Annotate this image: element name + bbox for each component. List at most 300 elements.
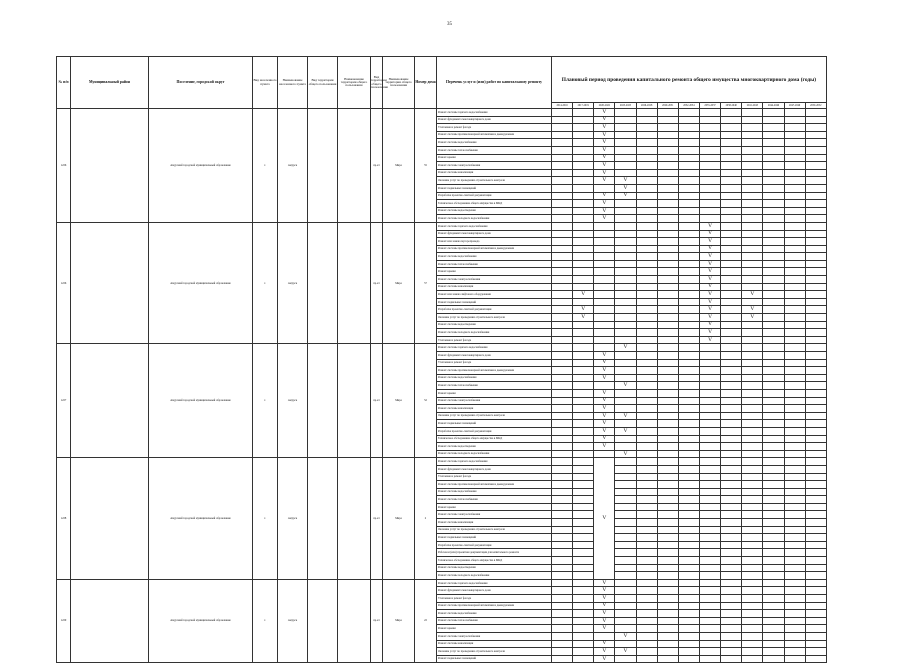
schedule-cell [784, 314, 805, 322]
territory-name-cell [338, 344, 371, 458]
schedule-cell [742, 481, 763, 489]
schedule-cell [657, 192, 678, 200]
schedule-cell [699, 526, 720, 534]
schedule-cell [615, 162, 636, 170]
schedule-cell [636, 336, 657, 344]
schedule-cell [742, 321, 763, 329]
schedule-cell [721, 511, 742, 519]
schedule-mark: V [615, 344, 636, 352]
schedule-cell [678, 367, 699, 375]
schedule-cell [763, 602, 784, 610]
schedule-cell [805, 549, 826, 557]
schedule-cell [784, 412, 805, 420]
schedule-cell [573, 177, 594, 185]
schedule-cell [784, 230, 805, 238]
work-item: Утепление и ремонт фасада [437, 124, 552, 132]
schedule-mark: V [594, 109, 615, 117]
schedule-cell [699, 435, 720, 443]
work-item: Ремонт системы противопожарной автоматики и дымоудаления [437, 245, 552, 253]
schedule-cell [721, 625, 742, 633]
schedule-cell [763, 564, 784, 572]
schedule-cell [552, 116, 573, 124]
schedule-cell [594, 632, 615, 640]
schedule-cell [678, 314, 699, 322]
schedule-cell [657, 109, 678, 117]
schedule-cell [699, 640, 720, 648]
schedule-cell [805, 245, 826, 253]
schedule-cell [636, 162, 657, 170]
schedule-cell [721, 534, 742, 542]
schedule-cell [784, 321, 805, 329]
schedule-cell [573, 481, 594, 489]
schedule-cell [573, 374, 594, 382]
schedule-cell [636, 253, 657, 261]
schedule-cell [763, 276, 784, 284]
settlement-cell: Амурский городской муниципальный образование [149, 579, 253, 663]
schedule-cell [805, 557, 826, 565]
schedule-cell [721, 412, 742, 420]
locality-name-cell: Амурск [278, 458, 308, 580]
schedule-cell [742, 519, 763, 527]
schedule-cell [805, 238, 826, 246]
schedule-cell [721, 465, 742, 473]
schedule-cell [615, 435, 636, 443]
work-item: Ремонт системы теплоснабжения [437, 382, 552, 390]
schedule-cell [657, 389, 678, 397]
schedule-cell [721, 200, 742, 208]
year-header: 2035-2037 [699, 103, 720, 109]
schedule-cell [615, 481, 636, 489]
schedule-cell [742, 116, 763, 124]
schedule-cell [657, 458, 678, 466]
schedule-cell [721, 602, 742, 610]
schedule-cell [573, 625, 594, 633]
work-item: Ремонт крыши [437, 503, 552, 511]
schedule-cell [573, 640, 594, 648]
schedule-mark: V [594, 192, 615, 200]
schedule-cell [678, 222, 699, 230]
schedule-cell [552, 465, 573, 473]
schedule-cell [784, 184, 805, 192]
work-item: Оказание услуг по проведению строительного контроля [437, 526, 552, 534]
schedule-cell [657, 329, 678, 337]
schedule-cell [678, 146, 699, 154]
schedule-cell [805, 374, 826, 382]
schedule-cell [678, 329, 699, 337]
schedule-cell [784, 587, 805, 595]
schedule-cell [699, 382, 720, 390]
schedule-mark: V [594, 146, 615, 154]
schedule-cell [805, 154, 826, 162]
header-num: № п/п [57, 57, 71, 109]
schedule-cell [552, 154, 573, 162]
schedule-cell [805, 420, 826, 428]
schedule-mark: V [594, 602, 615, 610]
schedule-cell [742, 526, 763, 534]
schedule-cell [763, 443, 784, 451]
locality-name-cell: Амурск [278, 109, 308, 223]
schedule-cell [657, 587, 678, 595]
year-header: 2023-2025 [615, 103, 636, 109]
schedule-cell [615, 465, 636, 473]
schedule-cell [742, 427, 763, 435]
schedule-cell [805, 443, 826, 451]
schedule-cell [784, 146, 805, 154]
schedule-cell [636, 200, 657, 208]
schedule-cell [552, 640, 573, 648]
schedule-cell [699, 344, 720, 352]
schedule-cell [552, 397, 573, 405]
schedule-cell [657, 405, 678, 413]
schedule-cell [657, 481, 678, 489]
schedule-cell [763, 488, 784, 496]
schedule-cell [636, 352, 657, 360]
schedule-cell [763, 632, 784, 640]
schedule-cell [678, 162, 699, 170]
header-period: Плановый период проведения капитального ремонта общего имущества многоквартирного дома (годы) [552, 57, 827, 103]
schedule-cell [678, 374, 699, 382]
schedule-cell [573, 253, 594, 261]
schedule-cell [784, 291, 805, 299]
schedule-cell [573, 511, 594, 519]
schedule-cell [573, 458, 594, 466]
schedule-cell [657, 146, 678, 154]
schedule-cell [784, 557, 805, 565]
work-item: Ремонт системы водоснабжения [437, 374, 552, 382]
work-item: Ремонт фундамента многоквартирного дома [437, 465, 552, 473]
schedule-cell [805, 367, 826, 375]
year-header: 2017-2019 [573, 103, 594, 109]
schedule-cell [784, 374, 805, 382]
schedule-cell [615, 276, 636, 284]
schedule-cell [805, 260, 826, 268]
street-name-cell: Мира [383, 222, 415, 344]
schedule-cell [721, 610, 742, 618]
schedule-cell [615, 488, 636, 496]
schedule-cell [678, 640, 699, 648]
schedule-cell [805, 511, 826, 519]
schedule-cell [721, 617, 742, 625]
schedule-cell [552, 610, 573, 618]
schedule-cell [573, 557, 594, 565]
schedule-cell [552, 443, 573, 451]
schedule-cell [594, 184, 615, 192]
schedule-cell [573, 610, 594, 618]
schedule-cell [742, 222, 763, 230]
work-item: Рабочая и (или) проектная документация для капитального ремонта [437, 549, 552, 557]
schedule-mark: V [594, 154, 615, 162]
schedule-cell [784, 549, 805, 557]
schedule-cell [573, 131, 594, 139]
street-type-cell: пр-кт [371, 109, 383, 223]
schedule-cell [552, 595, 573, 603]
schedule-cell [721, 359, 742, 367]
schedule-cell [805, 352, 826, 360]
work-item: Ремонт фундамента многоквартирного дома [437, 352, 552, 360]
schedule-cell [784, 192, 805, 200]
schedule-mark: V [594, 412, 615, 420]
schedule-cell [805, 541, 826, 549]
schedule-cell [784, 625, 805, 633]
schedule-cell [552, 336, 573, 344]
schedule-cell [636, 450, 657, 458]
schedule-cell [552, 564, 573, 572]
schedule-cell [657, 184, 678, 192]
schedule-cell [742, 131, 763, 139]
territory-type-cell [308, 344, 338, 458]
work-item: Техническое обследование общего имущества в МКД [437, 557, 552, 565]
schedule-cell [657, 336, 678, 344]
schedule-cell [552, 109, 573, 117]
schedule-cell [805, 389, 826, 397]
schedule-cell [784, 564, 805, 572]
schedule-cell [573, 541, 594, 549]
schedule-cell [573, 329, 594, 337]
schedule-cell [573, 146, 594, 154]
schedule-cell [699, 511, 720, 519]
work-item: Ремонт системы водоснабжения [437, 488, 552, 496]
schedule-cell [552, 526, 573, 534]
schedule-cell [657, 177, 678, 185]
schedule-cell [699, 541, 720, 549]
work-item: Ремонт крыши [437, 268, 552, 276]
district-cell [71, 458, 149, 580]
schedule-mark: V [594, 352, 615, 360]
schedule-cell [721, 389, 742, 397]
schedule-cell [678, 557, 699, 565]
schedule-cell [784, 344, 805, 352]
schedule-cell [721, 420, 742, 428]
schedule-cell [636, 116, 657, 124]
schedule-cell [552, 481, 573, 489]
schedule-cell [784, 177, 805, 185]
schedule-cell [721, 405, 742, 413]
schedule-cell [615, 298, 636, 306]
house-number-cell: 57 [415, 222, 437, 344]
row-number: 1226 [57, 109, 71, 223]
schedule-cell [721, 146, 742, 154]
territory-type-cell [308, 109, 338, 223]
schedule-cell [763, 450, 784, 458]
territory-type-cell [308, 222, 338, 344]
schedule-cell [615, 534, 636, 542]
schedule-cell [615, 602, 636, 610]
schedule-mark: V [615, 427, 636, 435]
settlement-cell: Амурский городской муниципальный образование [149, 344, 253, 458]
schedule-cell [805, 207, 826, 215]
schedule-cell [657, 503, 678, 511]
schedule-cell [678, 488, 699, 496]
schedule-cell [721, 207, 742, 215]
schedule-cell [742, 503, 763, 511]
schedule-cell [657, 116, 678, 124]
schedule-cell [805, 473, 826, 481]
schedule-cell [721, 435, 742, 443]
work-item: Ремонт или замена лифтового оборудования [437, 291, 552, 299]
schedule-cell [657, 321, 678, 329]
schedule-cell [678, 503, 699, 511]
schedule-cell [763, 109, 784, 117]
schedule-cell [721, 503, 742, 511]
district-cell [71, 222, 149, 344]
schedule-cell [742, 405, 763, 413]
schedule-cell [805, 344, 826, 352]
schedule-cell [721, 427, 742, 435]
schedule-cell [615, 109, 636, 117]
schedule-mark: V [615, 177, 636, 185]
schedule-cell [721, 488, 742, 496]
schedule-cell [742, 617, 763, 625]
schedule-cell [552, 268, 573, 276]
schedule-cell [615, 200, 636, 208]
schedule-cell [573, 564, 594, 572]
schedule-cell [784, 124, 805, 132]
schedule-cell [763, 245, 784, 253]
schedule-cell [657, 526, 678, 534]
schedule-cell [742, 124, 763, 132]
schedule-cell [678, 534, 699, 542]
schedule-cell [763, 260, 784, 268]
house-number-cell: 52 [415, 344, 437, 458]
work-item: Ремонт или замена мусоропровода [437, 238, 552, 246]
schedule-cell [615, 222, 636, 230]
schedule-cell [742, 169, 763, 177]
work-item: Ремонт подвальных помещений [437, 298, 552, 306]
house-number-cell: 22 [415, 579, 437, 663]
schedule-cell [805, 435, 826, 443]
schedule-cell [805, 481, 826, 489]
schedule-cell [615, 389, 636, 397]
schedule-cell [784, 200, 805, 208]
schedule-cell [615, 397, 636, 405]
schedule-cell [742, 655, 763, 663]
schedule-cell [636, 420, 657, 428]
schedule-cell [615, 579, 636, 587]
schedule-cell [763, 534, 784, 542]
schedule-cell [699, 367, 720, 375]
schedule-cell [763, 511, 784, 519]
schedule-cell [721, 443, 742, 451]
schedule-cell [721, 526, 742, 534]
schedule-cell [763, 230, 784, 238]
schedule-cell [657, 306, 678, 314]
schedule-cell [742, 640, 763, 648]
schedule-mark: V [594, 610, 615, 618]
schedule-cell [805, 595, 826, 603]
schedule-cell [805, 579, 826, 587]
schedule-cell [573, 215, 594, 223]
schedule-cell [552, 572, 573, 580]
schedule-cell [784, 496, 805, 504]
schedule-cell [552, 162, 573, 170]
locality-name-cell: Амурск [278, 344, 308, 458]
work-item: Разработка проектно-сметной документации [437, 306, 552, 314]
schedule-cell [784, 655, 805, 663]
schedule-mark: V [615, 192, 636, 200]
schedule-cell [552, 617, 573, 625]
schedule-cell [657, 131, 678, 139]
schedule-cell [573, 412, 594, 420]
schedule-cell [657, 450, 678, 458]
schedule-cell [742, 564, 763, 572]
schedule-cell [678, 655, 699, 663]
schedule-cell [805, 162, 826, 170]
schedule-cell [636, 496, 657, 504]
schedule-cell [699, 397, 720, 405]
schedule-cell [615, 610, 636, 618]
schedule-cell [678, 412, 699, 420]
schedule-cell [721, 344, 742, 352]
schedule-cell [699, 602, 720, 610]
schedule-cell [573, 276, 594, 284]
table-row [57, 579, 827, 587]
schedule-cell [742, 283, 763, 291]
schedule-cell [615, 268, 636, 276]
schedule-cell [699, 215, 720, 223]
header-locality-name: Наименование населенного пункта [278, 57, 308, 109]
schedule-cell [573, 154, 594, 162]
schedule-cell [573, 443, 594, 451]
schedule-cell [699, 458, 720, 466]
work-item: Техническое обследование общего имущества в МКД [437, 200, 552, 208]
territory-name-cell [338, 458, 371, 580]
schedule-cell [784, 329, 805, 337]
schedule-cell [552, 283, 573, 291]
schedule-cell [763, 238, 784, 246]
schedule-cell [699, 184, 720, 192]
schedule-cell [699, 648, 720, 656]
schedule-cell [636, 617, 657, 625]
work-item: Ремонт системы канализации [437, 405, 552, 413]
street-name-cell: Мира [383, 579, 415, 663]
schedule-cell [699, 572, 720, 580]
locality-type-cell: г. [253, 222, 278, 344]
schedule-cell [552, 207, 573, 215]
schedule-cell [573, 427, 594, 435]
work-item: Ремонт системы водоснабжения [437, 253, 552, 261]
schedule-cell [784, 503, 805, 511]
schedule-cell [678, 260, 699, 268]
schedule-cell [763, 572, 784, 580]
schedule-cell [763, 306, 784, 314]
schedule-cell [573, 397, 594, 405]
schedule-cell [636, 283, 657, 291]
schedule-cell [573, 139, 594, 147]
schedule-cell [657, 519, 678, 527]
header-district: Муниципальный район [71, 57, 149, 109]
schedule-cell [721, 541, 742, 549]
schedule-cell [763, 541, 784, 549]
schedule-cell [699, 481, 720, 489]
schedule-cell [784, 215, 805, 223]
work-item: Ремонт системы водоснабжения [437, 139, 552, 147]
schedule-mark: V [594, 207, 615, 215]
schedule-cell [573, 207, 594, 215]
schedule-cell [805, 382, 826, 390]
schedule-mark: V [594, 200, 615, 208]
schedule-mark: V [594, 162, 615, 170]
schedule-cell [573, 124, 594, 132]
schedule-cell [657, 283, 678, 291]
schedule-cell [573, 245, 594, 253]
schedule-cell [594, 298, 615, 306]
schedule-cell [636, 465, 657, 473]
schedule-cell [784, 245, 805, 253]
schedule-cell [742, 397, 763, 405]
schedule-cell [615, 245, 636, 253]
schedule-cell [678, 124, 699, 132]
schedule-cell [742, 215, 763, 223]
